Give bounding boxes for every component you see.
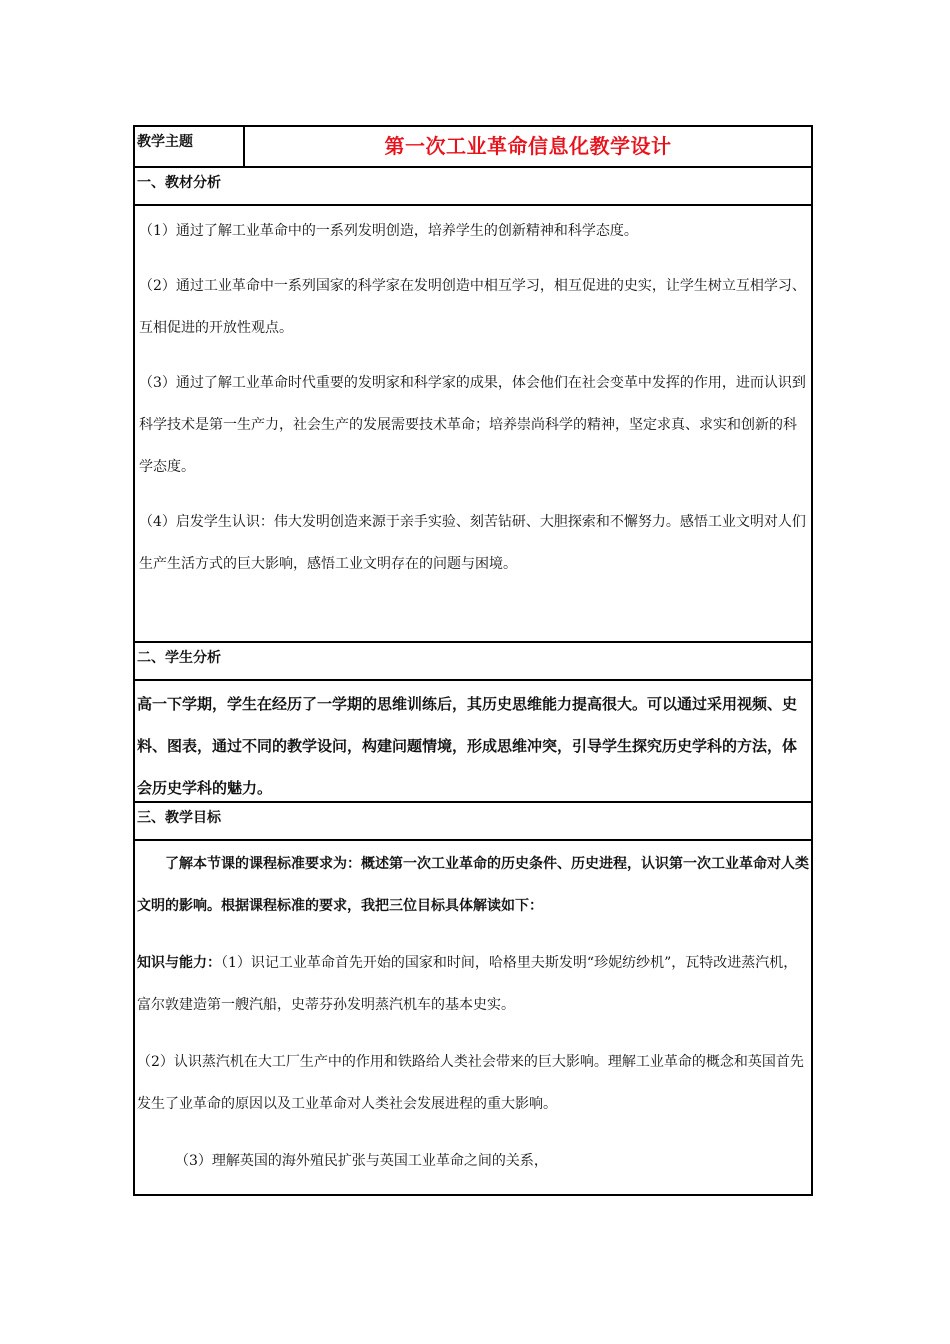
goal-item-3: （3）理解英国的海外殖民扩张与英国工业革命之间的关系， [175,1153,548,1169]
lesson-plan-table [133,125,813,1196]
paragraph: （2）通过工业革命中一系列国家的科学家在发明创造中相互学习，相互促进的史实，让学生树立互相学习、互相促进的开放性观点。 [139,278,806,336]
knowledge-ability-text: （1）识记工业革命首先开始的国家和时间，哈格里夫斯发明“珍妮纺纱机”，瓦特改进蒸汽机，富尔敦建造第一艘汽船，史蒂芬孙发明蒸汽机车的基本史实。 [137,955,798,1013]
paragraph: （1）通过了解工业革命中的一系列发明创造，培养学生的创新精神和科学态度。 [139,223,638,239]
section-heading-teaching-goals: 三、教学目标 [135,801,811,839]
textbook-analysis-body [135,204,811,641]
title-row [135,127,811,166]
student-analysis-body: 高一下学期，学生在经历了一学期的思维训练后，其历史思维能力提高很大。可以通过采用视频、史料、图表，通过不同的教学设问，构建问题情境，形成思维冲突，引导学生探究历史学科的方法，体会历史学科的魅力。 [135,679,811,801]
teaching-goals-body [135,839,811,1194]
goals-intro: 了解本节课的课程标准要求为：概述第一次工业革命的历史条件、历史进程，认识第一次工业革命对人类文明的影响。根据课程标准的要求，我把三位目标具体解读如下： [137,856,809,914]
knowledge-ability-label: 知识与能力： [137,955,221,971]
knowledge-ability-paragraph [137,942,809,1026]
document-title: 第一次工业革命信息化教学设计 [384,134,672,158]
section-heading-textbook-analysis: 一、教材分析 [135,166,811,204]
goal-item-2: （2）认识蒸汽机在大工厂生产中的作用和铁路给人类社会带来的巨大影响。理解工业革命的概念和英国首先发生了业革命的原因以及工业革命对人类社会发展进程的重大影响。 [137,1054,804,1112]
paragraph: （3）通过了解工业革命时代重要的发明家和科学家的成果，体会他们在社会变革中发挥的作用，进而认识到科学技术是第一生产力，社会生产的发展需要技术革命；培养崇尚科学的精神，坚定求真、求实和创新的科学态度。 [139,375,806,475]
table-border [133,125,813,1196]
section-heading-student-analysis: 二、学生分析 [135,641,811,679]
topic-label: 教学主题 [135,127,245,166]
paragraph: （4）启发学生认识：伟大发明创造来源于亲手实验、刻苦钻研、大胆探索和不懈努力。感悟工业文明对人们生产生活方式的巨大影响，感悟工业文明存在的问题与困境。 [139,514,806,572]
